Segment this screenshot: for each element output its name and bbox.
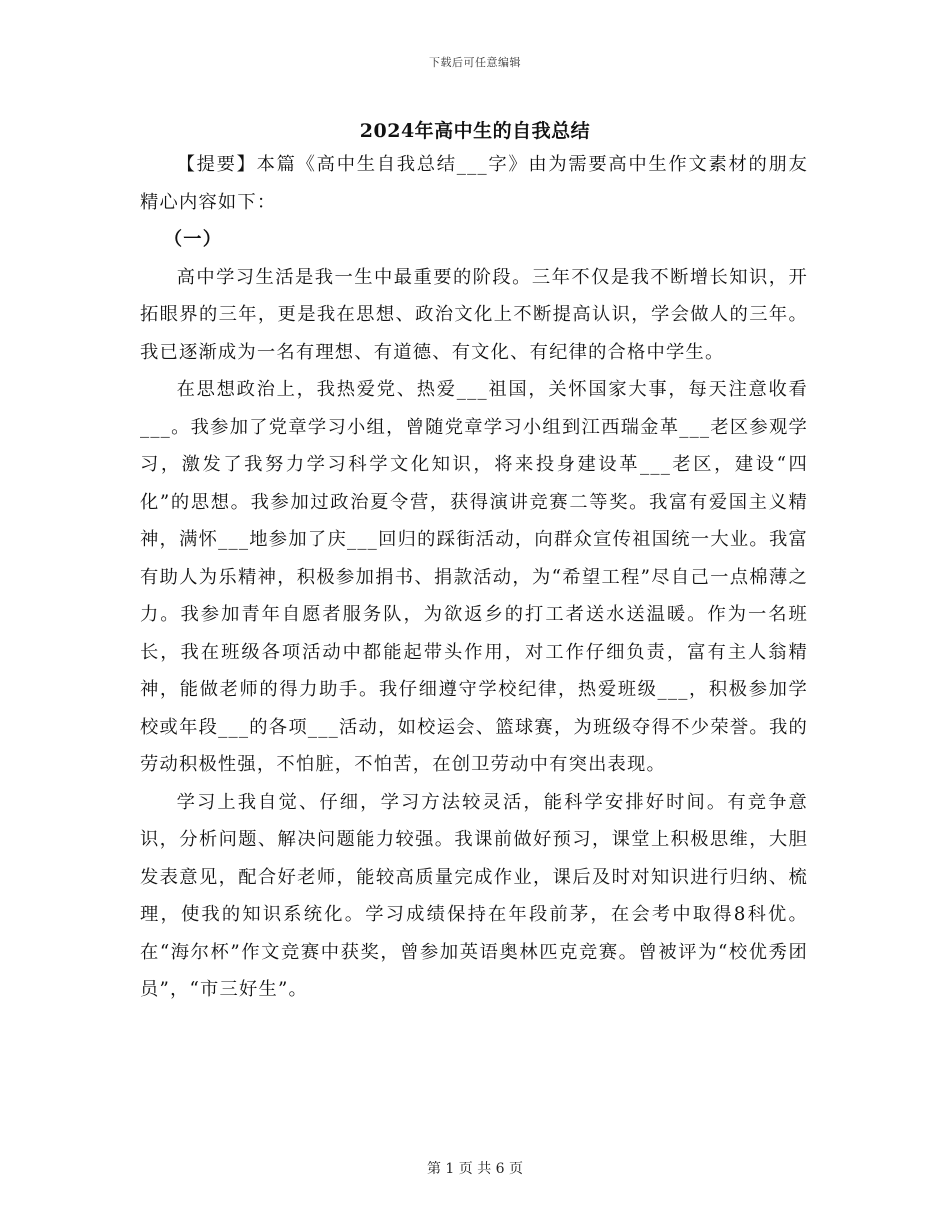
body-paragraph: 在思想政治上，我热爱党、热爱___祖国，关怀国家大事，每天注意收看___。我参加了党章学习小组，曾随党章学习小组到江西瑞金革___老区参观学习，激发了我努力学习科学文化知识，将来投身建设革___老区，建设“四化”的思想。我参加过政治夏令营，获得演讲竞赛二等奖。我富有爱国主义精神，满怀___地参加了庆___回归的踩街活动，向群众宣传祖国统一大业。我富有助人为乐精神，积极参加捐书、捐款活动，为“希望工程”尽自己一点棉薄之力。我参加青年自愿者服务队，为欲返乡的打工者送水送温暖。作为一名班长，我在班级各项活动中都能起带头作用，对工作仔细负责，富有主人翁精神，能做老师的得力助手。我仔细遵守学校纪律，热爱班级___，积极参加学校或年段___的各项___活动，如校运会、篮球赛，为班级夺得不少荣誉。我的劳动积极性强，不怕脏，不怕苦，在创卫劳动中有突出表现。	[140, 379, 808, 775]
intro-paragraph: 【提要】本篇《高中生自我总结___字》由为需要高中生作文素材的朋友精心内容如下：	[140, 154, 808, 213]
body-paragraph: 学习上我自觉、仔细，学习方法较灵活，能科学安排好时间。有竞争意识，分析问题、解决问题能力较强。我课前做好预习，课堂上积极思维，大胆发表意见，配合好老师，能较高质量完成作业，课后及时对知识进行归纳、梳理，使我的知识系统化。学习成绩保持在年段前茅，在会考中取得8科优。在“海尔杯”作文竞赛中获奖，曾参加英语奥林匹克竞赛。曾被评为“校优秀团员”，“市三好生”。	[140, 791, 808, 1000]
header-note: 下载后可任意编辑	[429, 56, 521, 69]
body-paragraph: 高中学习生活是我一生中最重要的阶段。三年不仅是我不断增长知识，开拓眼界的三年，更是我在思想、政治文化上不断提高认识，学会做人的三年。我已逐渐成为一名有理想、有道德、有文化、有纪律的合格中学生。	[140, 266, 808, 363]
document-title: 2024年高中生的自我总结	[359, 120, 591, 142]
section-label: （一）	[163, 229, 223, 250]
document-body	[140, 146, 808, 1009]
page-number: 第 1 页 共 6 页	[426, 1161, 524, 1177]
